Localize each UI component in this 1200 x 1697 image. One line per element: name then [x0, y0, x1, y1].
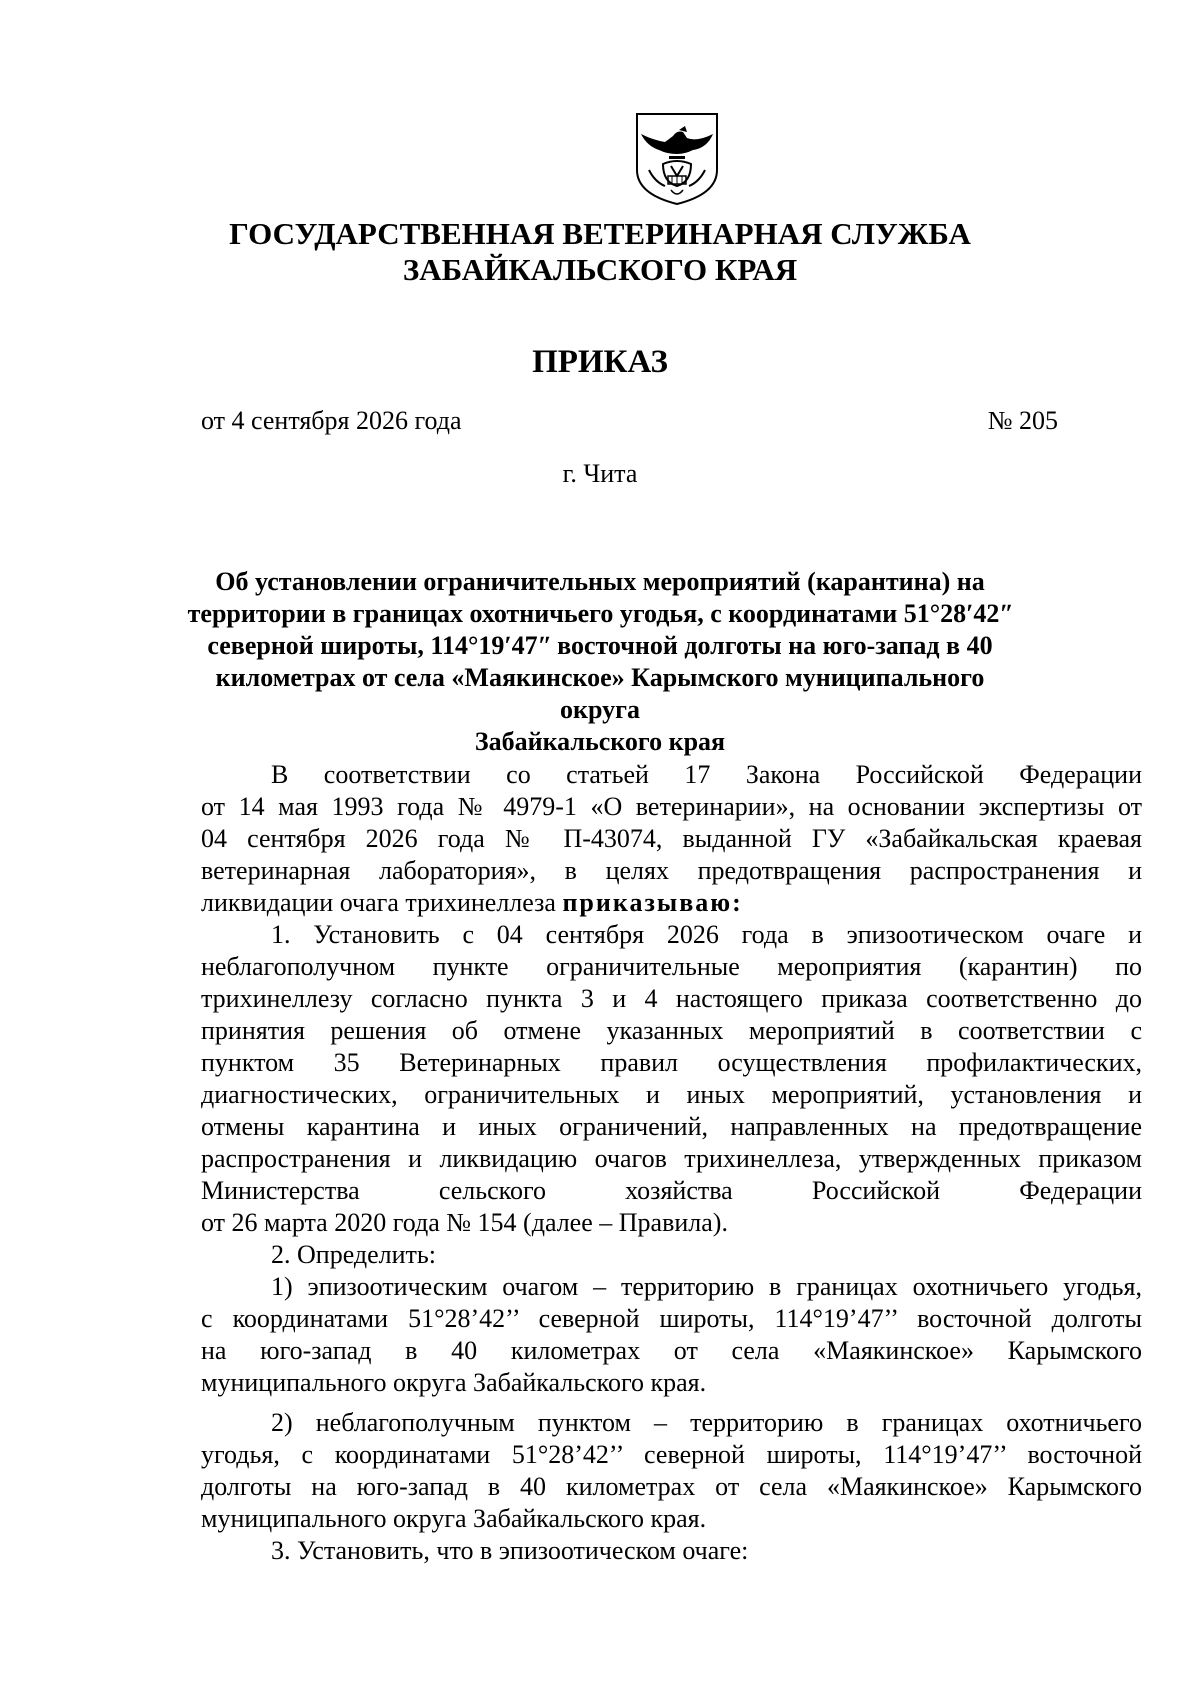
item-2-2-line: долготы на юго-запад в 40 километрах от села «Маякинское» Карымского	[201, 1472, 1142, 1501]
coat-of-arms-icon	[635, 112, 719, 206]
item-1-line: Министерства сельского хозяйства Российской Федерации	[201, 1176, 1142, 1205]
item-2-1-line: на юго-запад в 40 километрах от села «Маякинское» Карымского	[201, 1336, 1142, 1365]
document-city: г. Чита	[562, 459, 638, 488]
item-1-line: трихинеллезу согласно пункта 3 и 4 настоящего приказа соответственно до	[201, 984, 1142, 1013]
item-2-line: 2. Определить:	[271, 1240, 436, 1269]
item-2-1-line: 1) эпизоотическим очагом – территорию в границах охотничьего угодья,	[271, 1272, 1142, 1301]
document-date: от 4 сентября 2026 года	[201, 406, 462, 435]
document-subject	[180, 566, 1020, 758]
order-word: приказываю:	[562, 888, 743, 917]
item-1-line: отмены карантина и иных ограничений, направленных на предотвращение	[201, 1112, 1142, 1141]
item-1-line: пунктом 35 Ветеринарных правил осуществления профилактических,	[201, 1048, 1142, 1077]
document-body	[201, 759, 1142, 1567]
body-line: В соответствии со статьей 17 Закона Российской Федерации	[271, 760, 1142, 789]
organization-name-line1: ГОСУДАРСТВЕННАЯ ВЕТЕРИНАРНАЯ СЛУЖБА	[229, 216, 971, 251]
item-2-2-line: муниципального округа Забайкальского края.	[201, 1504, 707, 1533]
paragraph-gap	[201, 1399, 1142, 1407]
item-1-line: 1. Установить с 04 сентября 2026 года в эпизоотическом очаге и	[271, 920, 1142, 949]
body-line	[201, 887, 1142, 919]
item-2-1-line: муниципального округа Забайкальского края.	[201, 1368, 707, 1397]
subject-line: северной широты, 114°19ʹ47ʺ восточной долготы на юго-запад в 40	[207, 631, 993, 660]
body-line: от 14 мая 1993 года № 4979-1 «О ветеринарии», на основании экспертизы от	[201, 792, 1142, 821]
item-1-line: диагностических, ограничительных и иных мероприятий, установления и	[201, 1080, 1142, 1109]
body-line: 04 сентября 2026 года № П-43074, выданной ГУ «Забайкальская краевая	[201, 824, 1142, 853]
subject-line: Забайкальского края	[474, 727, 726, 756]
body-text: ликвидации очага трихинеллеза	[201, 888, 563, 917]
document-type: ПРИКАЗ	[532, 344, 668, 380]
organization-name-line2: ЗАБАЙКАЛЬСКОГО КРАЯ	[402, 252, 798, 287]
item-2-2-line: 2) неблагополучным пунктом – территорию в границах охотничьего	[271, 1408, 1142, 1437]
document-number: № 205	[987, 406, 1058, 435]
item-2-1-line: с координатами 51°28’42’’ северной широты, 114°19’47’’ восточной долготы	[201, 1304, 1142, 1333]
item-2-2-line: угодья, с координатами 51°28’42’’ северной широты, 114°19’47’’ восточной	[201, 1440, 1142, 1469]
item-3-line: 3. Установить, что в эпизоотическом очаге:	[271, 1536, 749, 1565]
item-1-line: принятия решения об отмене указанных мероприятий в соответствии с	[201, 1016, 1142, 1045]
subject-line: Об установлении ограничительных мероприятий (карантина) на	[215, 567, 985, 596]
item-1-line: распространения и ликвидацию очагов трихинеллеза, утвержденных приказом	[201, 1144, 1142, 1173]
subject-line: территории в границах охотничьего угодья, с координатами 51°28ʹ42ʺ	[187, 599, 1013, 628]
item-1-line: от 26 марта 2020 года № 154 (далее – Правила).	[201, 1208, 728, 1237]
subject-line: километрах от села «Маякинское» Карымского муниципального округа	[215, 663, 985, 724]
body-line: ветеринарная лаборатория», в целях предотвращения распространения и	[201, 856, 1142, 885]
item-1-line: неблагополучном пункте ограничительные мероприятия (карантин) по	[201, 952, 1142, 981]
